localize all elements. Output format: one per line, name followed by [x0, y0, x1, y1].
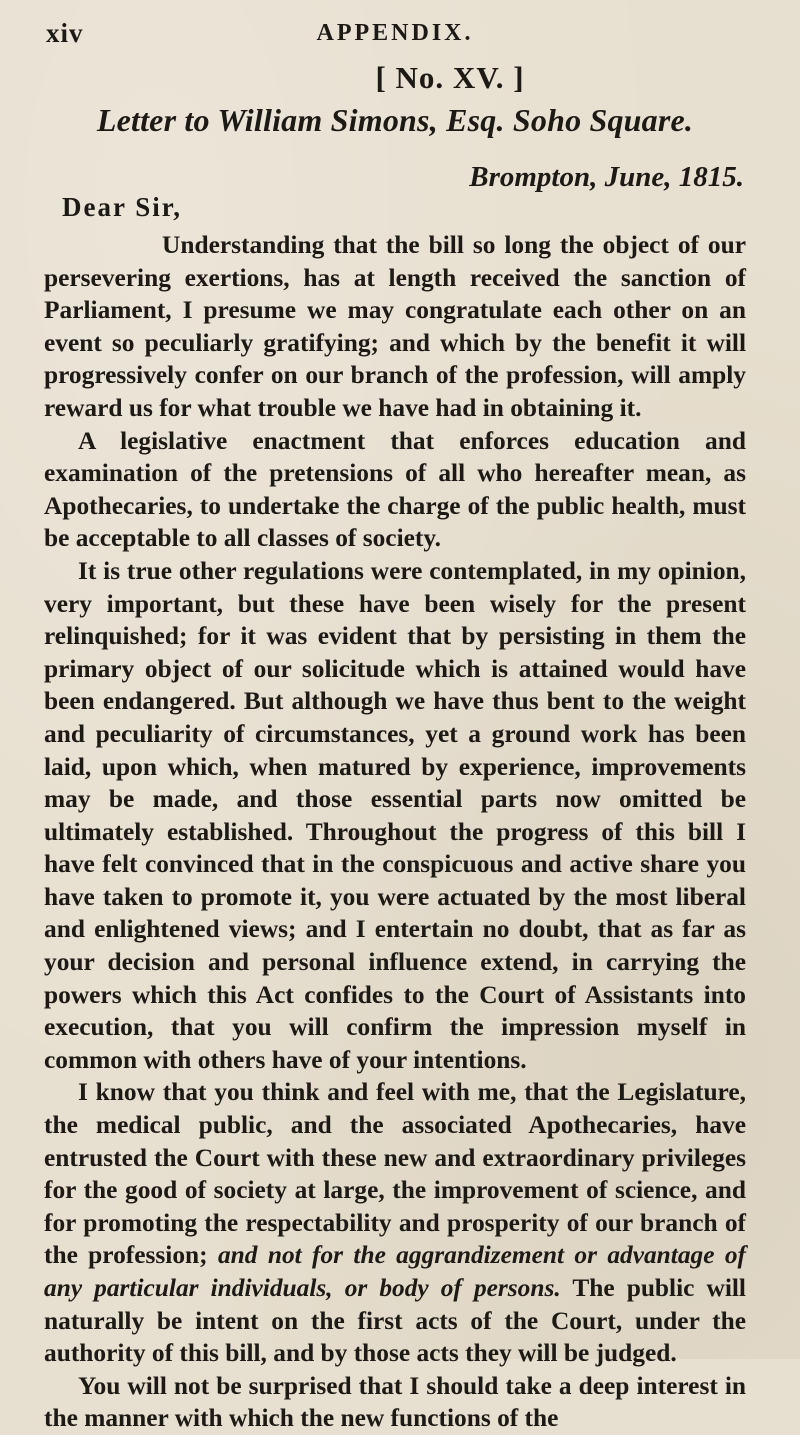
page-folio: xiv [46, 18, 84, 48]
paragraph-4-italic-passage: and not for the aggrandizement or advantage of any particular individuals, or body of persons. [44, 1241, 746, 1302]
running-head [44, 18, 746, 52]
letter-title: Letter to William Simons, Esq. Soho Square. [96, 102, 694, 138]
paragraph-2: A legislative enactment that enforces education and examination of the pretensions of all who hereafter mean, as Apothecaries, to undertake the charge of the public health, must be acceptable to all classes of society. [44, 426, 746, 553]
paragraph-4-tail: The public will naturally be intent on the first acts of the Court, under the authority of this bill, and by those acts they will be judged. [44, 1274, 746, 1368]
paragraph-5: You will not be surprised that I should take a deep interest in the manner with which the new functions of the [44, 1371, 746, 1433]
letter-dateline: Brompton, June, 1815. [469, 161, 744, 193]
letter-salutation: Dear Sir, [62, 192, 183, 222]
paragraph-4-lead: I know that you think and feel with me, that the Legislature, the medical public, and the associated Apothecaries, have entrusted the Court with these new and extraordinary privileges for the good of society at large, the improvement of science, and for promoting the respectability and prosperity of our branch of the profession; [44, 1078, 746, 1270]
running-title: APPENDIX. [316, 20, 474, 46]
letter-number: [ No. XV. ] [375, 60, 525, 95]
paragraph-1: Understanding that the bill so long the object of our persevering exertions, has at length received the sanction of Parliament, I presume we may congratulate each other on an event so peculiarly gratifying; and which by the benefit it will progressively confer on our branch of the profession, will amply reward us for what trouble we have had in obtaining it. [44, 231, 746, 422]
paragraph-4 [44, 1076, 746, 1369]
letter-body [44, 229, 746, 1435]
paragraph-3: It is true other regulations were contemplated, in my opinion, very important, but these have been wisely for the present relinquished; for it was evident that by persisting in them the primary object of our solicitude which is attained would have been endangered. But although we have thus bent to the weight and peculiarity of circumstances, yet a ground work has been laid, upon which, when matured by experience, improvements may be made, and those essential parts now omitted be ultimately established. Throughout the progress of this bill I have felt convinced that in the conspicuous and active share you have taken to promote it, you were actuated by the most liberal and enlightened views; and I entertain no doubt, that as far as your decision and personal influence extend, in carrying the powers which this Act confides to the Court of Assistants into execution, that you will confirm the impression myself in common with others have of your intentions. [44, 556, 746, 1074]
